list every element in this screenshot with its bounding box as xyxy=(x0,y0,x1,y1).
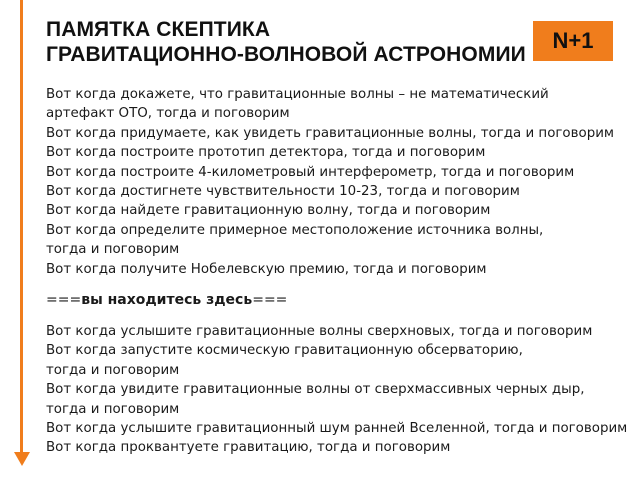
list-item: Вот когда получите Нобелевскую премию, тогда и поговорим xyxy=(46,261,487,277)
past-milestones-list xyxy=(46,85,614,279)
list-item: Вот когда построите прототип детектора, тогда и поговорим xyxy=(46,145,486,161)
marker-prefix: === xyxy=(46,292,82,308)
brand-badge: N+1 xyxy=(533,21,613,61)
title-line-1: ПАМЯТКА СКЕПТИКА xyxy=(46,18,271,41)
list-item: тогда и поговорим xyxy=(46,401,180,417)
list-item: Вот когда увидите гравитационные волны от сверхмассивных черных дыр, xyxy=(46,382,585,398)
list-item: Вот когда построите 4-километровый интерферометр, тогда и поговорим xyxy=(46,164,575,180)
list-item: Вот когда придумаете, как увидеть гравитационные волны, тогда и поговорим xyxy=(46,125,614,141)
marker-suffix: === xyxy=(252,292,288,308)
page-title xyxy=(46,17,526,67)
you-are-here-marker xyxy=(46,291,287,310)
future-milestones-list xyxy=(46,322,627,458)
list-item: Вот когда проквантуете гравитацию, тогда и поговорим xyxy=(46,440,451,456)
title-line-2: ГРАВИТАЦИОННО-ВОЛНОВОЙ АСТРОНОМИИ xyxy=(46,43,526,66)
list-item: Вот когда запустите космическую гравитационную обсерваторию, xyxy=(46,343,523,359)
list-item: Вот когда достигнете чувствительности 10-23, тогда и поговорим xyxy=(46,184,520,200)
list-item: Вот когда услышите гравитационный шум ранней Вселенной, тогда и поговорим xyxy=(46,421,628,437)
list-item: Вот когда найдете гравитационную волну, тогда и поговорим xyxy=(46,203,491,219)
list-item: Вот когда докажете, что гравитационные волны – не математический xyxy=(46,87,549,102)
list-item: Вот когда определите примерное местоположение источника волны, xyxy=(46,222,544,238)
list-item: тогда и поговорим xyxy=(46,362,180,378)
down-arrow-icon xyxy=(14,452,30,466)
list-item: Вот когда услышите гравитационные волны сверхновых, тогда и поговорим xyxy=(46,324,593,339)
list-item: тогда и поговорим xyxy=(46,242,180,258)
list-item: артефакт ОТО, тогда и поговорим xyxy=(46,106,290,122)
timeline-arrow-line xyxy=(20,0,23,456)
marker-text: вы находитесь здесь xyxy=(81,292,253,308)
